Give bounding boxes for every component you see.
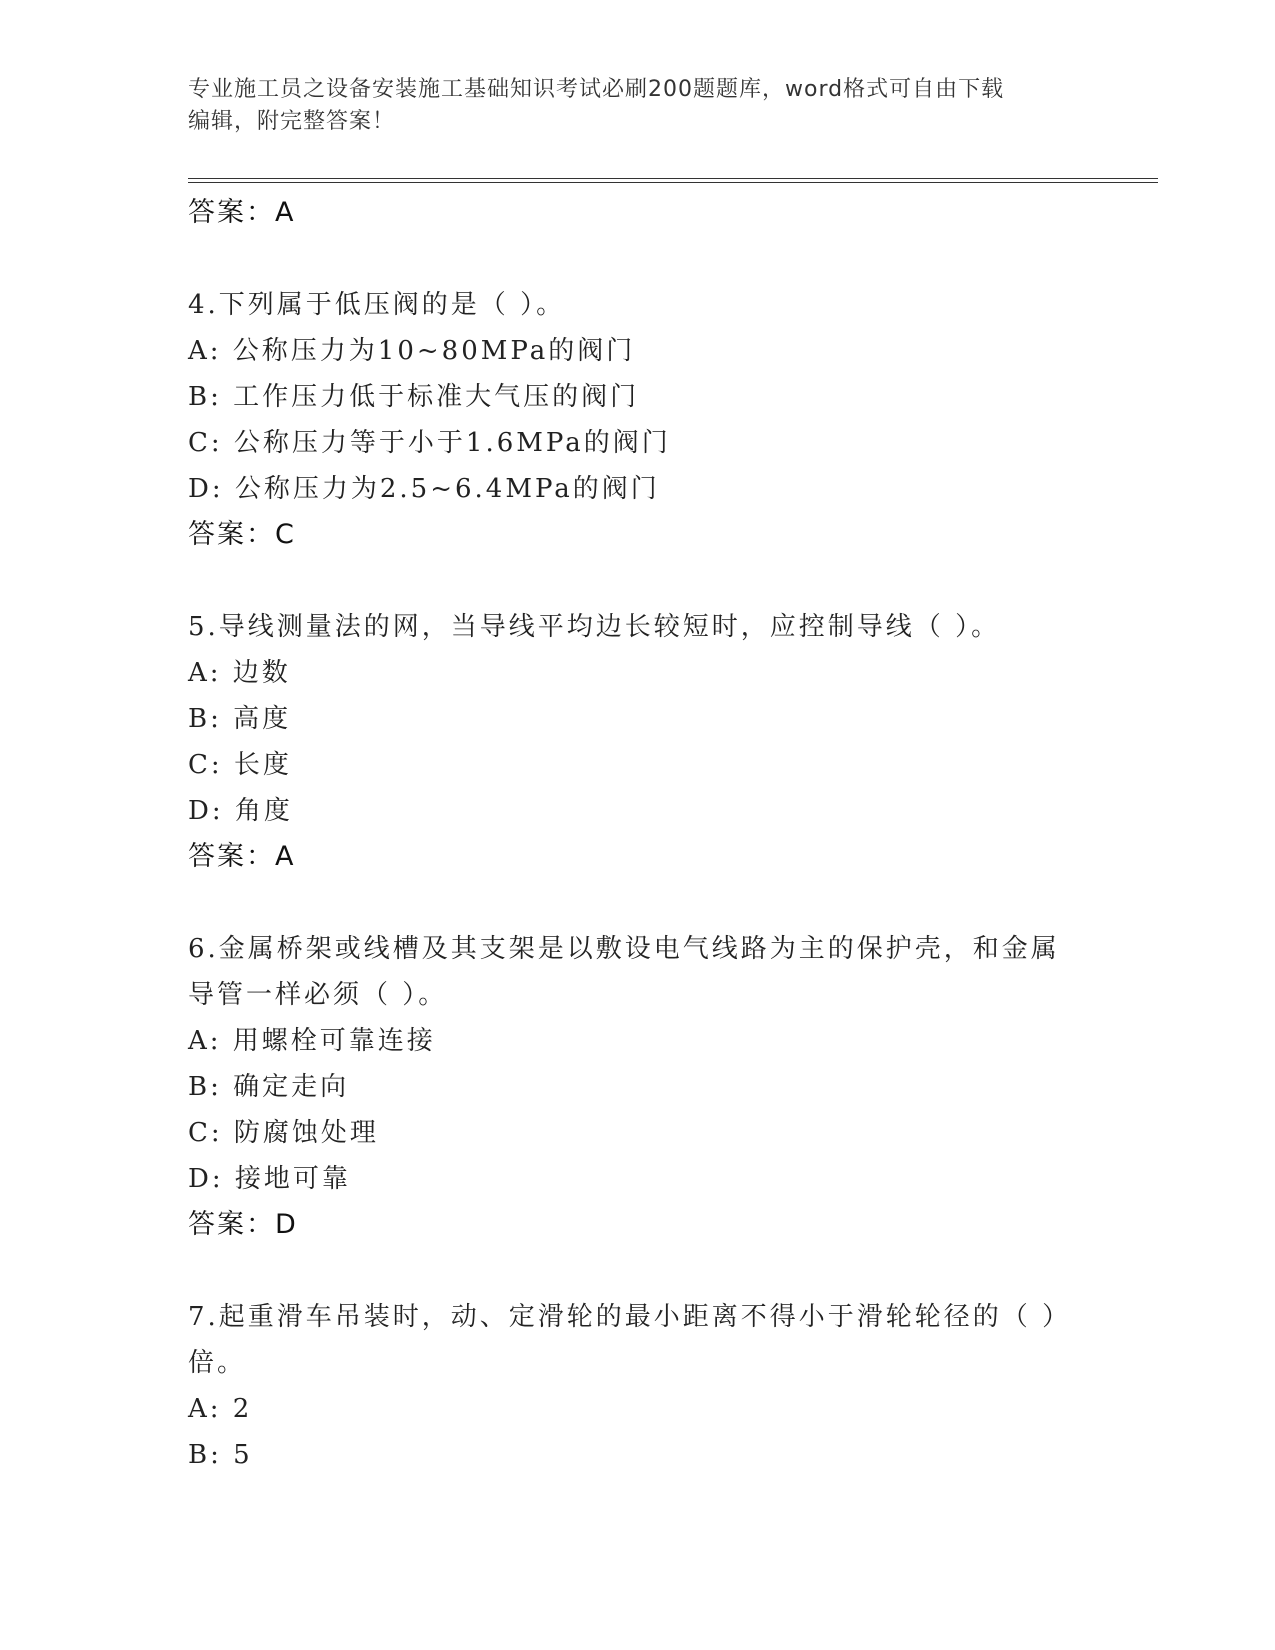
- answer-value: A: [275, 197, 296, 228]
- header-title-line-2: 编辑，附完整答案！: [188, 109, 396, 134]
- answer-line-q3: [188, 190, 1088, 236]
- option-b: B: 工作压力低于标准大气压的阀门: [188, 382, 640, 412]
- option-c: C: 长度: [188, 750, 292, 780]
- answer-line: [188, 512, 1088, 558]
- option-b: B: 高度: [188, 704, 292, 734]
- answer-value: D: [275, 1209, 298, 1240]
- option-d: D: 角度: [188, 796, 293, 826]
- document-header: [188, 74, 1088, 138]
- question-stem: 4.下列属于低压阀的是（ ）。: [188, 290, 566, 320]
- answer-label: 答案：: [188, 519, 275, 550]
- question-block-7: [188, 1294, 1088, 1478]
- option-d: D: 公称压力为2.5~6.4MPa的阀门: [188, 474, 660, 504]
- question-list: [188, 190, 1088, 1478]
- option-a: A: 公称压力为10~80MPa的阀门: [188, 336, 636, 366]
- question-stem-line-1: 7.起重滑车吊装时，动、定滑轮的最小距离不得小于滑轮轮径的（ ）: [188, 1302, 1072, 1332]
- question-block-6: [188, 926, 1088, 1248]
- question-stem-line-2: 倍。: [188, 1348, 247, 1378]
- answer-line: [188, 834, 1088, 880]
- answer-label: 答案：: [188, 1209, 275, 1240]
- option-d: D: 接地可靠: [188, 1164, 351, 1194]
- spacer: [188, 236, 1088, 282]
- answer-line: [188, 1202, 1088, 1248]
- option-b: B: 确定走向: [188, 1072, 350, 1102]
- answer-value: C: [275, 519, 296, 550]
- option-c: C: 公称压力等于小于1.6MPa的阀门: [188, 428, 671, 458]
- question-stem: 5.导线测量法的网，当导线平均边长较短时，应控制导线（ ）。: [188, 612, 1001, 642]
- question-stem-line-2: 导管一样必须（ ）。: [188, 980, 448, 1010]
- spacer: [188, 880, 1088, 926]
- spacer: [188, 1248, 1088, 1294]
- option-c: C: 防腐蚀处理: [188, 1118, 379, 1148]
- option-a: A: 2: [188, 1394, 253, 1424]
- header-title-line-1: 专业施工员之设备安装施工基础知识考试必刷200题题库，word格式可自由下载: [188, 77, 1005, 102]
- answer-label: 答案：: [188, 197, 275, 228]
- header-divider: [188, 178, 1158, 183]
- answer-label: 答案：: [188, 841, 275, 872]
- spacer: [188, 558, 1088, 604]
- option-a: A: 边数: [188, 658, 291, 688]
- option-a: A: 用螺栓可靠连接: [188, 1026, 436, 1056]
- question-block-4: [188, 282, 1088, 558]
- question-stem-line-1: 6.金属桥架或线槽及其支架是以敷设电气线路为主的保护壳，和金属: [188, 934, 1060, 964]
- question-block-5: [188, 604, 1088, 880]
- option-b: B: 5: [188, 1440, 253, 1470]
- answer-value: A: [275, 841, 296, 872]
